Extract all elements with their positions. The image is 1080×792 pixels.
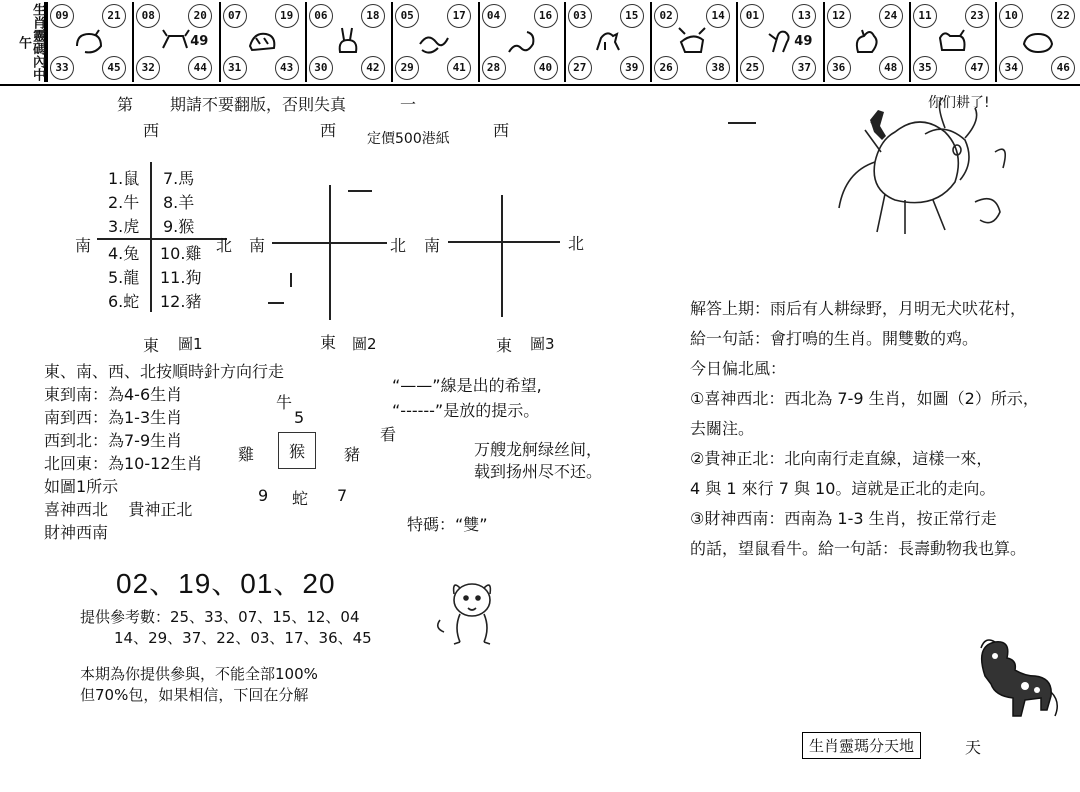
d1-item-8: 8.羊 — [163, 193, 195, 212]
legend-solid: “——”線是出的希望, — [392, 376, 542, 395]
d2-north: 北 — [390, 236, 407, 255]
zodiac-number-bottom-left: 28 — [482, 56, 506, 80]
zodiac-extra-number: 49 — [190, 34, 209, 49]
zodiac-number-top-left: 08 — [136, 4, 160, 28]
zodiac-cell — [995, 2, 1077, 82]
d3-caption: 圖3 — [530, 335, 555, 353]
ox-cartoon-icon — [825, 92, 1035, 242]
answer-section — [690, 294, 1039, 564]
notice-text: 期請不要翻版，否則失真 — [170, 95, 347, 114]
zodiac-number-top-left: 12 — [827, 4, 851, 28]
dog-icon — [936, 26, 968, 58]
zodiac-number-top-right: 22 — [1051, 4, 1075, 28]
rule-3: 南到西：為1-3生肖 — [44, 408, 183, 427]
d3-south: 南 — [424, 236, 441, 255]
zodiac-number-bottom-left: 30 — [309, 56, 333, 80]
zodiac-number-bottom-left: 33 — [50, 56, 74, 80]
poem-line-2: 载到扬州尽不还。 — [474, 462, 603, 481]
zodiac-number-bottom-left: 27 — [568, 56, 592, 80]
footer-box: 生肖靈瑪分天地 — [802, 732, 921, 759]
zodiac-number-bottom-right: 41 — [447, 56, 471, 80]
zodiac-number-top-left: 01 — [740, 4, 764, 28]
rule-2: 東到南：為4-6生肖 — [44, 385, 183, 404]
zodiac-cell — [478, 2, 560, 82]
horse-icon — [591, 26, 623, 58]
monkey-icon — [763, 26, 795, 58]
d3-east: 東 — [496, 336, 513, 355]
zodiac-number-bottom-right: 39 — [620, 56, 644, 80]
reference-line-2: 14、29、37、22、03、17、36、45 — [114, 629, 372, 647]
zodiac-number-top-left: 10 — [999, 4, 1023, 28]
answer-line-2: 給一句話：會打鳴的生肖。開雙數的鸡。 — [690, 329, 979, 348]
rule-5: 北回東：為10-12生肖 — [44, 454, 203, 473]
zodiac-number-bottom-right: 46 — [1051, 56, 1075, 80]
rule-7a: 喜神西北 — [44, 500, 109, 519]
zodiac-number-top-right: 14 — [706, 4, 730, 28]
grid-seven: 7 — [337, 486, 348, 505]
zodiac-number-bottom-left: 26 — [654, 56, 678, 80]
zodiac-number-top-right: 21 — [102, 4, 126, 28]
zodiac-number-bottom-right: 37 — [792, 56, 816, 80]
grid-five: 5 — [294, 408, 305, 427]
d1-item-2: 2.牛 — [108, 193, 140, 212]
zodiac-number-bottom-right: 47 — [965, 56, 989, 80]
d1-left-bottom — [108, 242, 139, 314]
d1-item-1: 1.鼠 — [108, 169, 140, 188]
d1-item-7: 7.馬 — [163, 169, 195, 188]
cartoon-text: 你们耕了! — [928, 95, 990, 111]
answer-line-1: 解答上期：雨后有人耕绿野，月明无犬吠花村， — [690, 299, 1027, 318]
zodiac-number-top-right: 23 — [965, 4, 989, 28]
answer-line-3: 今日偏北風： — [690, 359, 787, 378]
d2-west: 西 — [320, 121, 337, 140]
legend-dashed: “------”是放的提示。 — [392, 401, 540, 420]
d1-east: 東 — [143, 336, 160, 355]
d1-item-6: 6.蛇 — [108, 292, 140, 311]
rule-8: 財神西南 — [44, 523, 109, 542]
grid-ox: 牛 — [276, 393, 293, 412]
main-numbers: 02、19、01、20 — [116, 568, 336, 599]
zodiac-number-bottom-right: 48 — [879, 56, 903, 80]
d1-item-10: 10.雞 — [160, 244, 202, 263]
d1-item-11: 11.狗 — [160, 268, 202, 287]
dog-icon — [430, 578, 505, 650]
d1-caption: 圖1 — [178, 335, 203, 353]
answer-line-7: 4 與 1 來行 7 與 10。這就是正北的走向。 — [690, 479, 996, 498]
footer-tail: 天 — [965, 738, 982, 757]
zodiac-number-top-left: 02 — [654, 4, 678, 28]
horse-icon — [955, 636, 1060, 726]
zodiac-number-top-right: 24 — [879, 4, 903, 28]
zodiac-number-bottom-left: 35 — [913, 56, 937, 80]
rat-icon — [73, 26, 105, 58]
special-code: 特碼：“雙” — [407, 515, 488, 534]
answer-line-5: 去關注。 — [690, 419, 755, 438]
zodiac-number-top-right: 16 — [534, 4, 558, 28]
zodiac-number-top-right: 15 — [620, 4, 644, 28]
zodiac-cell — [391, 2, 473, 82]
zodiac-number-top-right: 20 — [188, 4, 212, 28]
d3-north: 北 — [568, 234, 585, 253]
goat-icon — [677, 26, 709, 58]
zodiac-cell — [909, 2, 991, 82]
zodiac-cell — [650, 2, 732, 82]
zodiac-cell — [46, 2, 128, 82]
d2-east: 東 — [320, 333, 337, 352]
zodiac-number-bottom-right: 44 — [188, 56, 212, 80]
zodiac-number-bottom-left: 29 — [395, 56, 419, 80]
ox-icon — [159, 26, 191, 58]
zodiac-number-bottom-right: 45 — [102, 56, 126, 80]
reference-line-1: 提供參考數：25、33、07、15、12、04 — [80, 608, 360, 626]
grid-nine: 9 — [258, 486, 269, 505]
zodiac-number-top-right: 13 — [792, 4, 816, 28]
zodiac-number-bottom-left: 34 — [999, 56, 1023, 80]
pig-icon — [1022, 26, 1054, 58]
price-label: 定價500港紙 — [367, 131, 450, 147]
rule-4: 西到北：為7-9生肖 — [44, 431, 183, 450]
zodiac-number-top-left: 05 — [395, 4, 419, 28]
answer-line-4: ①喜神西北：西北為 7-9 生肖，如圖（2）所示， — [690, 389, 1039, 408]
zodiac-number-top-left: 04 — [482, 4, 506, 28]
rooster-icon — [850, 26, 882, 58]
rule-1: 東、南、西、北按順時針方向行走 — [44, 362, 285, 381]
d2-south: 南 — [249, 236, 266, 255]
d1-item-4: 4.兔 — [108, 244, 140, 263]
zodiac-cell — [305, 2, 387, 82]
d1-right-top — [163, 167, 194, 239]
poem-line-1: 万艘龙舸绿丝间， — [474, 440, 603, 459]
issue-label: 第 — [117, 95, 134, 114]
zodiac-number-top-left: 09 — [50, 4, 74, 28]
zodiac-number-bottom-right: 38 — [706, 56, 730, 80]
zodiac-number-bottom-left: 25 — [740, 56, 764, 80]
d1-item-9: 9.猴 — [163, 217, 195, 236]
zodiac-number-top-left: 11 — [913, 4, 937, 28]
zodiac-number-top-left: 06 — [309, 4, 333, 28]
zodiac-number-bottom-right: 40 — [534, 56, 558, 80]
zodiac-number-bottom-left: 31 — [223, 56, 247, 80]
reference-numbers — [80, 607, 372, 649]
rabbit-icon — [332, 26, 364, 58]
zodiac-strip — [0, 0, 1080, 86]
strip-title: 生肖靈碼內中午 — [0, 2, 46, 82]
snake-icon — [505, 26, 537, 58]
d1-item-5: 5.龍 — [108, 268, 140, 287]
zodiac-number-bottom-left: 36 — [827, 56, 851, 80]
zodiac-number-bottom-right: 43 — [275, 56, 299, 80]
grid-snake: 蛇 — [292, 489, 309, 508]
dragon-icon — [418, 26, 450, 58]
zodiac-number-top-left: 07 — [223, 4, 247, 28]
zodiac-number-top-right: 19 — [275, 4, 299, 28]
legend-see: 看 — [380, 425, 397, 444]
d2-caption: 圖2 — [352, 335, 377, 353]
answer-line-9: 的話，望鼠看牛。給一句話：長壽動物我也算。 — [690, 539, 1027, 558]
notice-mark: 一 — [400, 95, 417, 114]
zodiac-cell — [132, 2, 214, 82]
answer-line-6: ②貴神正北：北向南行走直線，這樣一來， — [690, 449, 993, 468]
rule-6: 如圖1所示 — [44, 477, 119, 496]
d3-west: 西 — [493, 121, 510, 140]
zodiac-cell — [564, 2, 646, 82]
tiger-icon — [246, 26, 278, 58]
d1-left-top — [108, 167, 139, 239]
grid-rooster: 雞 — [238, 445, 255, 464]
d1-north: 北 — [216, 236, 233, 255]
d1-south: 南 — [75, 236, 92, 255]
d1-west: 西 — [143, 121, 160, 140]
disclaimer-line-1: 本期為你提供參與，不能全部100% — [80, 665, 318, 683]
zodiac-cell — [823, 2, 905, 82]
grid-pig: 豬 — [344, 445, 361, 464]
zodiac-extra-number: 49 — [794, 34, 813, 49]
zodiac-number-bottom-right: 42 — [361, 56, 385, 80]
answer-line-8: ③財神西南：西南為 1-3 生肖，按正常行走 — [690, 509, 997, 528]
d1-right-bottom — [160, 242, 201, 314]
legend — [392, 373, 542, 423]
rule-7 — [44, 498, 284, 521]
zodiac-number-top-right: 18 — [361, 4, 385, 28]
zodiac-number-bottom-left: 32 — [136, 56, 160, 80]
d1-item-3: 3.虎 — [108, 217, 140, 236]
zodiac-number-top-left: 03 — [568, 4, 592, 28]
disclaimer-line-2: 但70%包，如果相信，下回在分解 — [80, 686, 309, 704]
grid-monkey: 猴 — [278, 432, 316, 469]
disclaimer — [80, 664, 318, 706]
rule-7b: 貴神正北 — [128, 500, 193, 519]
zodiac-cell — [219, 2, 301, 82]
zodiac-cell — [736, 2, 818, 82]
d1-item-12: 12.豬 — [160, 292, 202, 311]
poem — [474, 439, 602, 483]
zodiac-number-top-right: 17 — [447, 4, 471, 28]
